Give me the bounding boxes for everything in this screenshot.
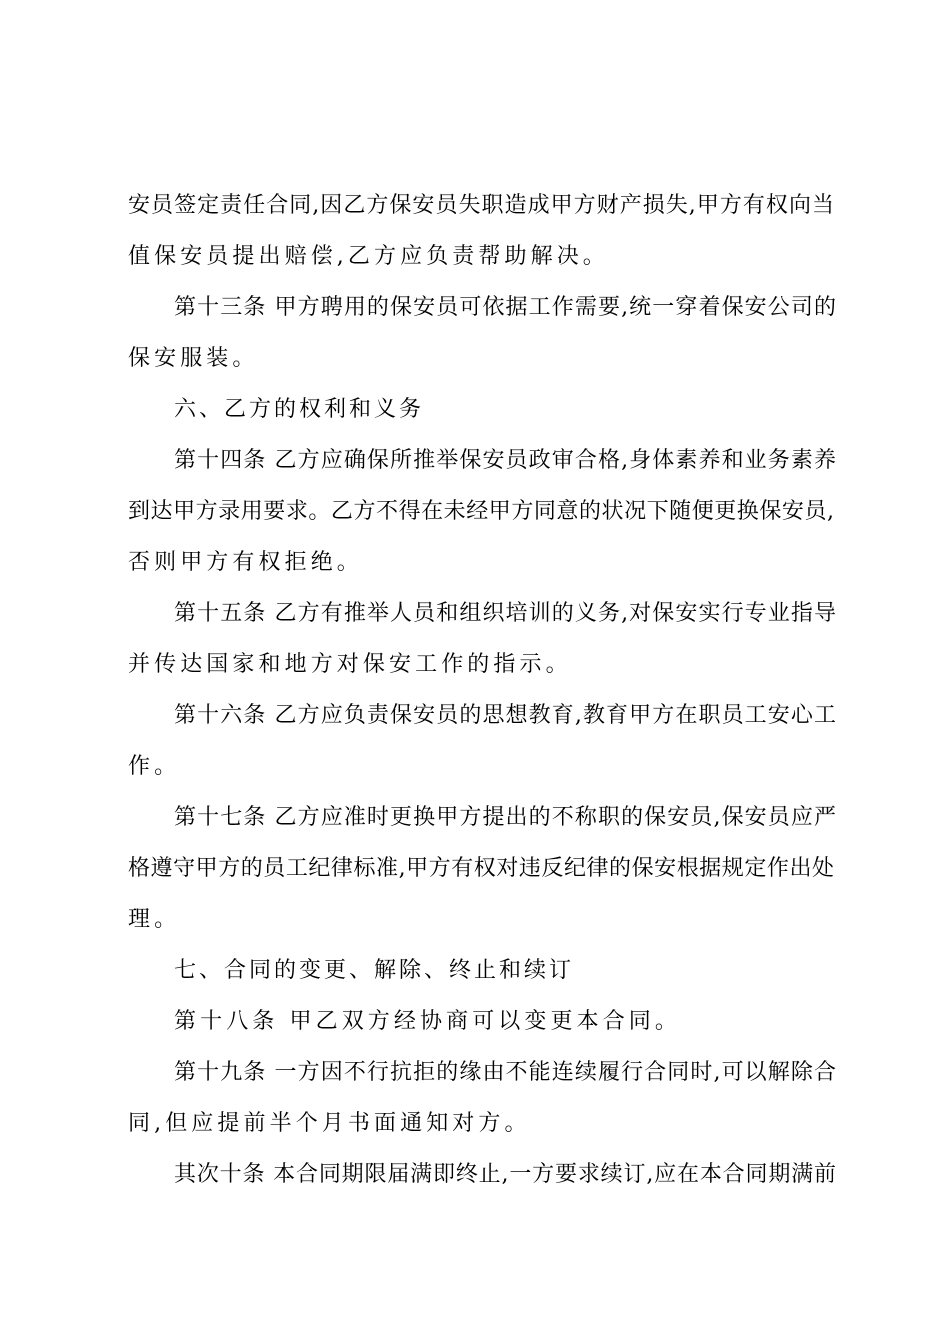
text-line: 第十九条 一方因不行抗拒的缘由不能连续履行合同时,可以解除合 <box>174 1060 836 1085</box>
text-line: 第十五条 乙方有推举人员和组织培训的义务,对保安实行专业指导 <box>174 601 836 626</box>
section-heading: 七、合同的变更、解除、终止和续订 <box>174 958 575 983</box>
text-line: 同,但应提前半个月书面通知对方。 <box>128 1111 531 1136</box>
section-heading: 六、乙方的权利和义务 <box>174 397 425 422</box>
text-line: 第十三条 甲方聘用的保安员可依据工作需要,统一穿着保安公司的 <box>174 295 836 320</box>
text-line: 安员签定责任合同,因乙方保安员失职造成甲方财产损失,甲方有权向当 <box>128 193 834 218</box>
text-line: 保安服装。 <box>128 346 259 371</box>
text-line: 理。 <box>128 907 181 932</box>
text-line: 作。 <box>128 754 181 779</box>
text-line: 并传达国家和地方对保安工作的指示。 <box>128 652 572 677</box>
text-line: 否则甲方有权拒绝。 <box>128 550 363 575</box>
text-line: 第十六条 乙方应负责保安员的思想教育,教育甲方在职员工安心工 <box>174 703 836 728</box>
text-line: 到达甲方录用要求。乙方不得在未经甲方同意的状况下随便更换保安员, <box>128 499 834 524</box>
text-line: 格遵守甲方的员工纪律标准,甲方有权对违反纪律的保安根据规定作出处 <box>128 856 834 881</box>
text-line: 第十四条 乙方应确保所推举保安员政审合格,身体素养和业务素养 <box>174 448 836 473</box>
text-line: 值保安员提出赔偿,乙方应负责帮助解决。 <box>128 244 609 269</box>
text-line: 第十八条 甲乙双方经协商可以变更本合同。 <box>174 1009 681 1034</box>
text-line: 第十七条 乙方应准时更换甲方提出的不称职的保安员,保安员应严 <box>174 805 836 830</box>
text-line: 其次十条 本合同期限届满即终止,一方要求续订,应在本合同期满前 <box>174 1162 836 1187</box>
